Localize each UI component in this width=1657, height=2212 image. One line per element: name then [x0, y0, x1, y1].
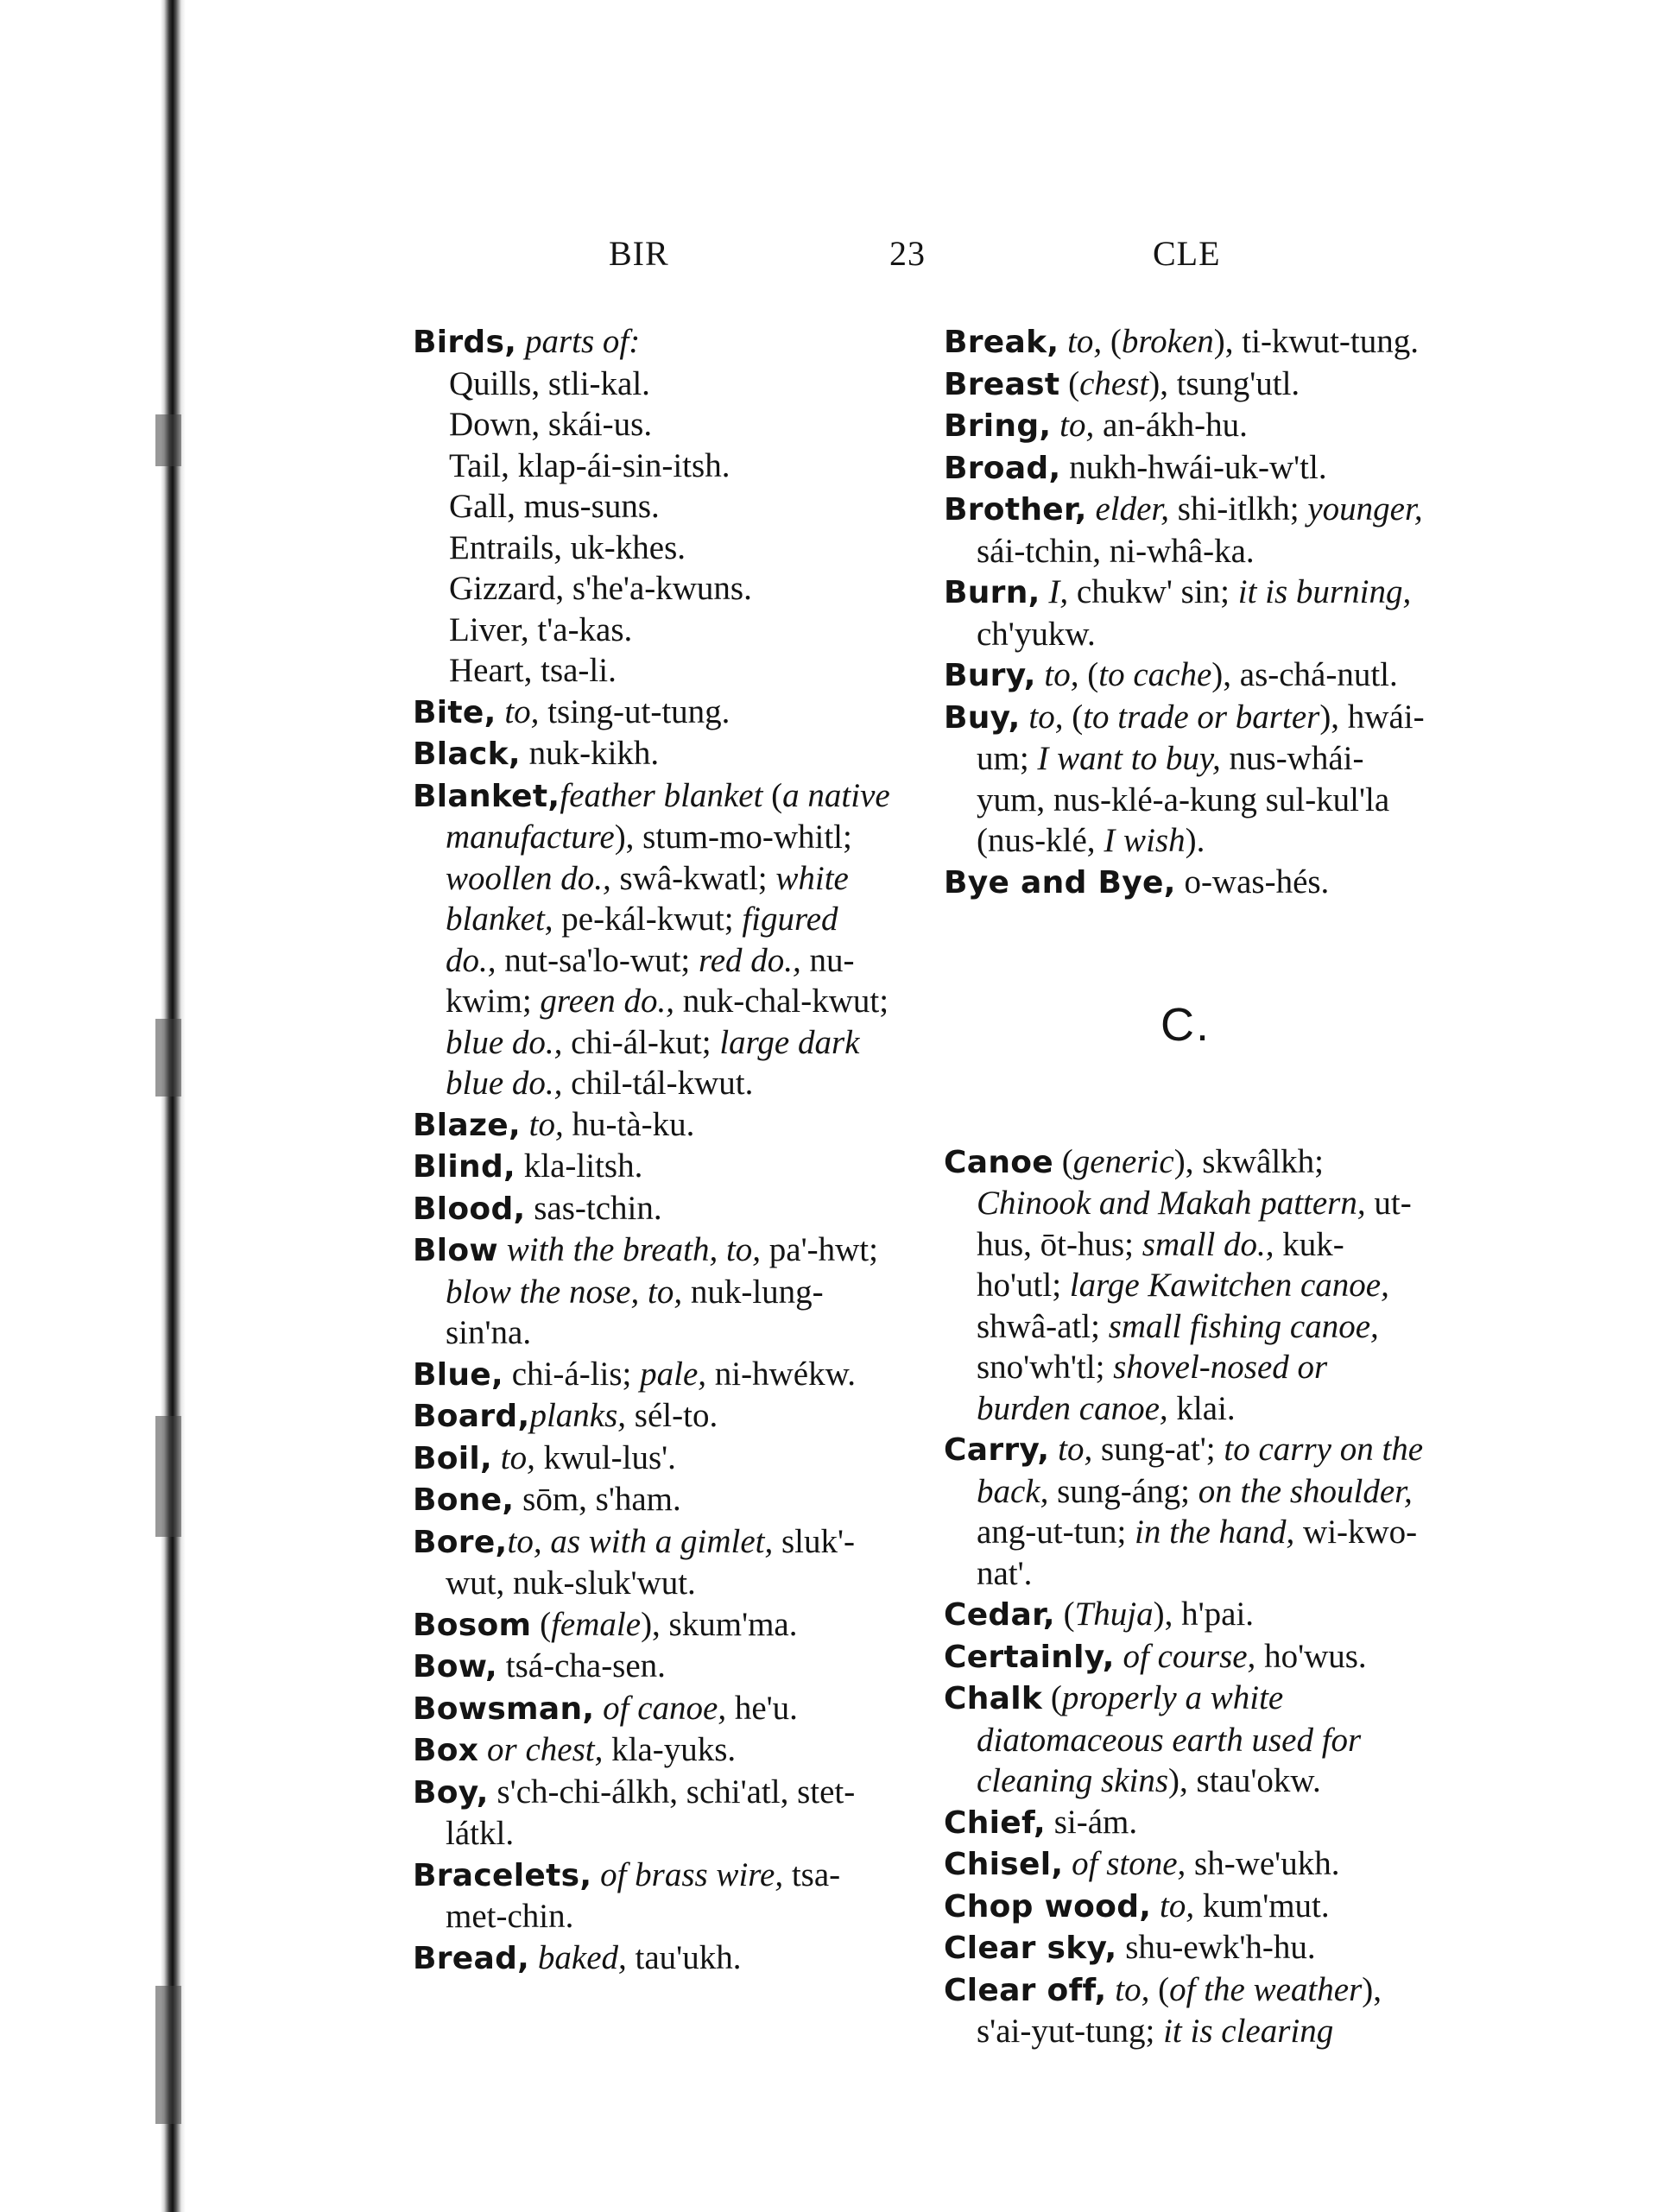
definition-text: kum'mut. — [1194, 1887, 1330, 1924]
definition-text: swâ-kwatl; — [610, 859, 776, 897]
definition-text: chil-tál-kwut. — [562, 1065, 754, 1102]
definition-text: ( — [531, 1605, 552, 1643]
italic-gloss: elder, — [1095, 490, 1170, 528]
definition-text — [498, 1231, 507, 1268]
italic-gloss: I, — [1048, 573, 1069, 610]
dictionary-subentry: Tail, klap-ái-sin-itsh. — [449, 446, 730, 484]
dictionary-entry — [413, 321, 896, 363]
italic-gloss: white blanket, — [446, 859, 849, 938]
definition-text: wi-kwo-nat'. — [977, 1514, 1418, 1592]
dictionary-entry — [944, 489, 1427, 572]
italic-gloss: of course, — [1123, 1637, 1256, 1675]
definition-text: ( — [1102, 323, 1122, 360]
headword: Blaze, — [413, 1107, 521, 1143]
headword: Bread, — [413, 1940, 530, 1976]
italic-gloss: blow the nose, to, — [446, 1273, 683, 1311]
headword: Boil, — [413, 1440, 493, 1476]
italic-gloss: large dark blue do., — [446, 1023, 860, 1102]
headword: Buy, — [944, 699, 1021, 736]
definition-text: nu-kwim; — [446, 941, 855, 1020]
italic-gloss: figured do., — [446, 901, 838, 979]
italic-gloss: it is clearing — [1163, 2013, 1334, 2050]
dictionary-entry — [413, 1855, 896, 1937]
definition-text: sung-at'; — [1092, 1431, 1224, 1468]
italic-gloss: to carry on the back, — [977, 1431, 1424, 1510]
headword: Blue, — [413, 1356, 503, 1393]
italic-gloss: pale, — [640, 1355, 707, 1393]
dictionary-entry — [944, 363, 1427, 406]
definition-text — [516, 323, 525, 360]
dictionary-entry — [944, 862, 1427, 904]
italic-gloss: of stone, — [1072, 1845, 1186, 1882]
dictionary-subentry: Entrails, uk-khes. — [449, 528, 686, 566]
definition-text — [1063, 1845, 1072, 1882]
italic-gloss: Thuja — [1074, 1596, 1154, 1633]
dictionary-entry — [944, 1802, 1427, 1844]
spine-mark — [155, 1019, 181, 1097]
definition-text: an-ákh-hu. — [1094, 407, 1248, 444]
definition-text: s'ch-chi-álkh, schi'atl, stet-látkl. — [446, 1773, 856, 1852]
dictionary-entry — [413, 1146, 896, 1188]
definition-text — [1021, 698, 1029, 736]
headword: Chief, — [944, 1804, 1046, 1841]
definition-text — [478, 1731, 487, 1768]
headword: Boy, — [413, 1774, 489, 1811]
headword: Chisel, — [944, 1847, 1064, 1882]
dictionary-entry — [944, 1594, 1427, 1636]
right-column-bottom-entries — [944, 1141, 1427, 2052]
dictionary-entry — [944, 321, 1427, 363]
dictionary-entry — [944, 1429, 1427, 1594]
definition-text: ), skwâlkh; — [1173, 1142, 1325, 1180]
dictionary-entry — [944, 1678, 1427, 1802]
definition-text: si-ám. — [1045, 1803, 1138, 1841]
headword: Blood, — [413, 1191, 526, 1227]
definition-text: ( — [1078, 656, 1099, 693]
italic-gloss: of the weather — [1169, 1970, 1363, 2008]
definition-text: ( — [1059, 364, 1080, 402]
definition-text: klai. — [1167, 1389, 1236, 1427]
definition-text — [529, 1939, 538, 1976]
definition-text: ), tsung'utl. — [1148, 364, 1300, 402]
italic-gloss: to, — [1058, 1431, 1093, 1468]
dictionary-entry — [944, 1843, 1427, 1886]
dictionary-subentry: Down, skái-us. — [449, 406, 653, 443]
definition-text: pa'-hwt; — [761, 1231, 878, 1268]
italic-gloss: small fishing canoe, — [1108, 1307, 1379, 1345]
headword: Board, — [413, 1399, 530, 1434]
definition-text: tsá-cha-sen. — [497, 1647, 666, 1684]
headword: Bring, — [944, 408, 1052, 444]
definition-text: sas-tchin. — [525, 1189, 662, 1227]
definition-text: ( — [1054, 1596, 1075, 1633]
definition-text — [1115, 1638, 1123, 1675]
italic-gloss: green do., — [540, 983, 675, 1020]
headword: Bow, — [413, 1649, 498, 1684]
definition-text: ( — [1042, 1679, 1062, 1716]
spine-mark — [155, 414, 181, 466]
definition-text — [492, 1439, 501, 1476]
right-column — [944, 321, 1427, 2052]
definition-text: ho'wus. — [1255, 1637, 1367, 1675]
italic-gloss: it is burning, — [1237, 573, 1412, 610]
dictionary-entry — [413, 1646, 896, 1688]
definition-text — [1040, 573, 1049, 610]
italic-gloss: to, — [500, 1438, 535, 1476]
dictionary-entry — [944, 1141, 1427, 1430]
dictionary-entry — [413, 1479, 896, 1521]
dictionary-entry — [413, 775, 896, 1104]
dictionary-entry — [944, 447, 1427, 490]
italic-gloss: generic — [1072, 1142, 1174, 1180]
headword: Blanket, — [413, 778, 560, 814]
definition-text: ), skum'ma. — [641, 1605, 798, 1643]
definition-text: ), stau'okw. — [1168, 1762, 1321, 1799]
headword: Chalk — [944, 1681, 1043, 1716]
dictionary-entry — [413, 733, 896, 775]
headword: Clear off, — [944, 1972, 1107, 2008]
definition-text: nukh-hwái-uk-w'tl. — [1060, 448, 1327, 486]
italic-gloss: to, as with a gimlet, — [507, 1522, 774, 1560]
headword: Bone, — [413, 1482, 515, 1518]
dictionary-entry — [413, 1688, 896, 1730]
definition-text: ( — [762, 776, 783, 814]
headword: Bowsman, — [413, 1691, 595, 1727]
dictionary-entry — [944, 1886, 1427, 1928]
dictionary-entry — [413, 692, 896, 734]
dictionary-subentry: Liver, t'a-kas. — [449, 610, 633, 648]
definition-text: ( — [1149, 1970, 1170, 2008]
headword: Broad, — [944, 450, 1061, 486]
spine-mark — [155, 1416, 181, 1537]
dictionary-subentry: Gall, mus-suns. — [449, 488, 660, 525]
definition-text: ), hwái-um; — [977, 698, 1425, 777]
italic-gloss: small do., — [1142, 1225, 1274, 1263]
dictionary-entry — [413, 1188, 896, 1230]
definition-text — [1049, 1431, 1058, 1468]
italic-gloss: parts of: — [524, 323, 641, 360]
definition-text: shi-itlkh; — [1169, 490, 1308, 528]
definition-text: tsing-ut-tung. — [539, 692, 730, 730]
italic-gloss: to trade or barter — [1083, 698, 1320, 736]
italic-gloss: shovel-nosed or burden canoe, — [977, 1349, 1328, 1427]
italic-gloss: planks, — [529, 1397, 627, 1434]
italic-gloss: of canoe, — [603, 1689, 727, 1727]
dictionary-entry — [413, 1104, 896, 1147]
dictionary-entry — [944, 1969, 1427, 2052]
headword: Bosom — [413, 1607, 532, 1643]
definition-text — [1059, 323, 1067, 360]
definition-text: tau'ukh. — [626, 1938, 742, 1976]
italic-gloss: I wish — [1104, 822, 1186, 859]
italic-gloss: baked, — [537, 1938, 627, 1976]
dictionary-subentry: Gizzard, s'he'a-kwuns. — [449, 570, 752, 607]
italic-gloss: of brass wire, — [600, 1855, 784, 1893]
italic-gloss: to, — [1059, 407, 1095, 444]
definition-text: kla-yuks. — [603, 1731, 737, 1768]
italic-gloss: woollen do., — [446, 859, 611, 897]
definition-text: sōm, s'ham. — [514, 1481, 681, 1518]
definition-text — [1087, 490, 1096, 528]
dictionary-subentry: Heart, tsa-li. — [449, 652, 617, 689]
headword: Black, — [413, 736, 521, 772]
definition-text: ), h'pai. — [1153, 1596, 1255, 1633]
dictionary-entry — [413, 1438, 896, 1480]
definition-text: ang-ut-tun; — [977, 1514, 1135, 1551]
definition-text: chi-á-lis; — [503, 1355, 641, 1393]
italic-gloss: I want to buy, — [1037, 740, 1221, 777]
italic-gloss: to, — [504, 692, 540, 730]
definition-text — [1051, 407, 1059, 444]
headword: Chop wood, — [944, 1888, 1152, 1924]
book-spine-shadow — [0, 0, 186, 2212]
definition-text: ( — [1053, 1142, 1073, 1180]
definition-text: ut-hus, ōt-hus; — [977, 1185, 1412, 1263]
italic-gloss: to, — [1044, 656, 1079, 693]
dictionary-entry — [944, 1636, 1427, 1678]
italic-gloss: to, — [1028, 698, 1064, 736]
definition-text: nus-whái-yum, nus-klé-a-kung sul-kul'la (nus-klé, — [977, 740, 1390, 859]
italic-gloss: to, — [1160, 1887, 1195, 1924]
left-column — [413, 321, 896, 1979]
definition-text: ). — [1185, 822, 1205, 859]
definition-text: ni-hwékw. — [706, 1355, 856, 1393]
dictionary-entry — [944, 572, 1427, 654]
headword: Clear sky, — [944, 1931, 1117, 1966]
italic-gloss: a native manufacture — [446, 776, 890, 856]
headword: Brother, — [944, 492, 1087, 528]
definition-text: ), as-chá-nutl. — [1211, 656, 1398, 693]
definition-text: kwul-lus'. — [534, 1438, 676, 1476]
definition-text: pe-kál-kwut; — [553, 901, 743, 938]
headword: Bracelets, — [413, 1857, 592, 1893]
definition-text — [594, 1690, 603, 1727]
section-letter: C. — [1161, 999, 1211, 1051]
definition-text: ), ti-kwut-tung. — [1213, 323, 1419, 360]
dictionary-entry — [413, 1395, 896, 1438]
definition-text: sno'wh'tl; — [977, 1349, 1114, 1386]
headword: Bore, — [413, 1524, 508, 1560]
headword: Certainly, — [944, 1639, 1115, 1675]
definition-text: chi-ál-kut; — [562, 1023, 720, 1061]
headword: Blow — [413, 1233, 498, 1268]
italic-gloss: red do., — [699, 941, 801, 979]
italic-gloss: to cache — [1098, 656, 1212, 693]
definition-text — [521, 1106, 529, 1143]
dictionary-entry — [413, 1354, 896, 1396]
definition-text — [1107, 1971, 1116, 2008]
italic-gloss: to, — [528, 1105, 564, 1143]
italic-gloss: broken — [1121, 323, 1214, 360]
dictionary-entry — [944, 405, 1427, 447]
definition-text: tsa-met-chin. — [446, 1855, 841, 1935]
italic-gloss: feather blanket — [560, 776, 763, 814]
definition-text: he'u. — [726, 1689, 798, 1727]
dictionary-entry — [413, 1521, 896, 1604]
definition-text: sél-to. — [626, 1397, 718, 1434]
headword: Cedar, — [944, 1597, 1055, 1633]
spine-mark — [155, 1986, 181, 2124]
headword: Bury, — [944, 658, 1036, 693]
definition-text: sái-tchin, ni-whâ-ka. — [977, 532, 1255, 570]
headword: Bite, — [413, 694, 496, 730]
definition-text: ), stum-mo-whitl; — [614, 818, 852, 856]
definition-text: shwâ-atl; — [977, 1307, 1109, 1345]
definition-text: ), s'ai-yut-tung; — [977, 1970, 1382, 2050]
definition-text: o-was-hés. — [1175, 863, 1330, 901]
italic-gloss: in the hand, — [1135, 1514, 1295, 1551]
definition-text: nuk-kikh. — [520, 735, 660, 772]
italic-gloss: with the breath, to, — [506, 1231, 762, 1268]
italic-gloss: on the shoulder, — [1198, 1472, 1413, 1510]
italic-gloss: chest — [1079, 364, 1149, 402]
dictionary-entry — [413, 1729, 896, 1772]
definition-text: sluk'-wut, nuk-sluk'wut. — [446, 1522, 855, 1602]
dictionary-entry — [413, 1937, 896, 1980]
italic-gloss: properly a white diatomaceous earth used for cleaning skins — [977, 1679, 1362, 1799]
right-column-top-entries — [944, 321, 1427, 903]
dictionary-entry — [413, 1772, 896, 1855]
headword: Breast — [944, 366, 1060, 402]
headword: Carry, — [944, 1432, 1050, 1468]
headword: Bye and Bye, — [944, 864, 1176, 901]
definition-text: kuk-ho'utl; — [977, 1225, 1344, 1304]
running-head-right: CLE — [1153, 234, 1221, 273]
dictionary-entry — [944, 697, 1427, 862]
italic-gloss: large Kawitchen canoe, — [1069, 1267, 1389, 1304]
italic-gloss: female — [551, 1605, 642, 1643]
headword: Burn, — [944, 575, 1040, 610]
definition-text: sung-áng; — [1048, 1472, 1198, 1510]
definition-text — [1151, 1887, 1160, 1924]
definition-text: nuk-lung-sin'na. — [446, 1273, 824, 1351]
dictionary-entry — [413, 1229, 896, 1354]
definition-text: ( — [1063, 698, 1084, 736]
italic-gloss: Chinook and Makah pattern, — [977, 1185, 1366, 1222]
italic-gloss: younger, — [1307, 490, 1423, 528]
definition-text: chukw' sin; — [1068, 573, 1238, 610]
running-head-left: BIR — [609, 234, 669, 273]
italic-gloss: to, — [1067, 323, 1103, 360]
definition-text — [591, 1856, 600, 1893]
definition-text: shu-ewk'h-hu. — [1116, 1929, 1316, 1966]
headword: Blind, — [413, 1149, 515, 1185]
italic-gloss: or chest, — [487, 1731, 604, 1768]
dictionary-entry — [413, 1604, 896, 1646]
dictionary-entry — [944, 1927, 1427, 1969]
page-number: 23 — [889, 234, 926, 273]
definition-text: nut-sa'lo-wut; — [496, 941, 699, 979]
dictionary-subentry: Quills, stli-kal. — [449, 364, 650, 402]
definition-text — [496, 693, 505, 730]
dictionary-entry — [944, 654, 1427, 697]
headword: Birds, — [413, 325, 517, 360]
italic-gloss: to, — [1115, 1970, 1150, 2008]
definition-text: sh-we'ukh. — [1186, 1845, 1340, 1882]
definition-text: hu-tà-ku. — [563, 1105, 695, 1143]
headword: Box — [413, 1733, 479, 1768]
definition-text: nuk-chal-kwut; — [674, 983, 889, 1020]
italic-gloss: blue do., — [446, 1023, 563, 1061]
definition-text: kla-litsh. — [515, 1147, 643, 1185]
definition-text — [1036, 656, 1045, 693]
headword: Break, — [944, 325, 1059, 360]
headword: Canoe — [944, 1144, 1053, 1180]
definition-text: ch'yukw. — [977, 615, 1096, 653]
